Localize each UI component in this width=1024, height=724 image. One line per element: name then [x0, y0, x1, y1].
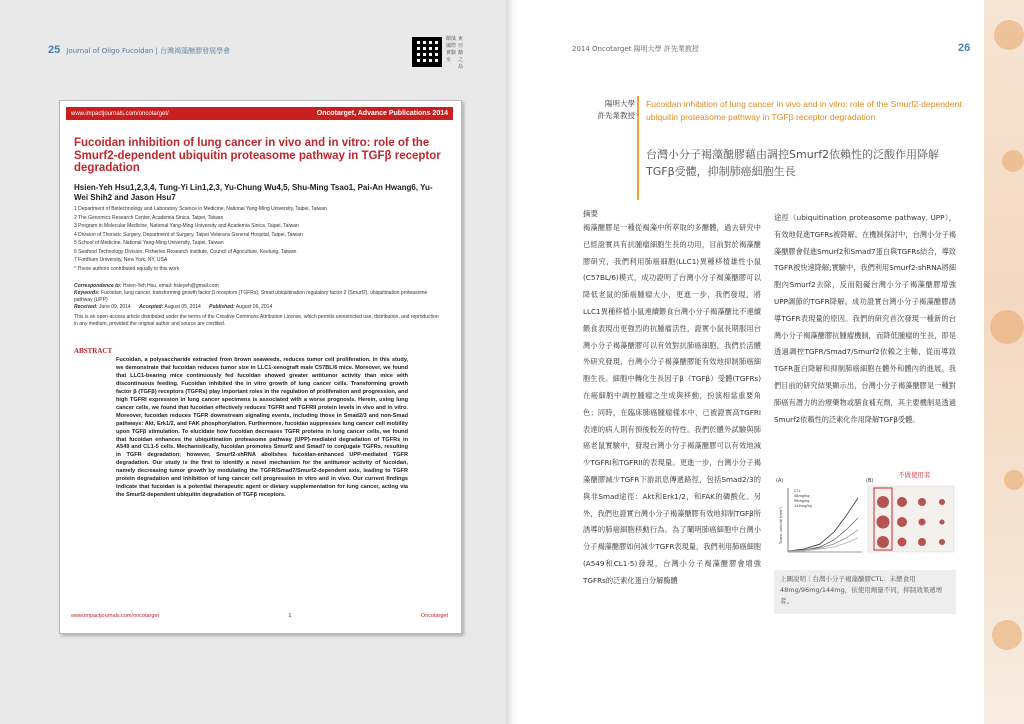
summary-column-2: 途徑（ubiquitination proteasome pathway, UPP），有效地促進TGFRs被降解。在機制探討中，台灣小分子褐藻醣膠會促進Smurf2和Smad7蛋白與TGFRs結合，導致TGFR被快速降解;實驗中，我們利用Smurf2-shRNA將細胞內Smurf2去除，反而阻礙台灣小分子褐藻醣膠增強UPP調節的TGFR降解。成功證實台灣小分子褐藻醣膠誘導TGFR表現量的原因。我們的研究首次發現一種新的台灣小分子褐藻醣膠抗腫瘤機制，而降低腫瘤的生長，即是透過調控TGFR/Smad7/Smurf2依賴之主軸，從而導致TGFR蛋白降解和抑制肺癌細胞在體外和體內的進展。我們目前的研究結果顯示出，台灣小分子褐藻醣膠是一種對肺癌有潛力的治療藥物或膳食補充劑，其主要機制是透過Smurf2依賴性的泛素化作用降解TGFβ受體。 — [774, 213, 956, 424]
legend-ctl: CTL — [794, 489, 801, 493]
book-spine-shadow — [506, 0, 518, 724]
qr-code-icon[interactable] — [412, 37, 442, 67]
english-title: Fucoidan inhibition of lung cancer in vivo and in vitro: role of the Smurf2-dependent ubiquitin proteasome pathway in TGFβ receptor degradation — [646, 99, 962, 122]
abstract-heading: ABSTRACT — [74, 347, 113, 355]
paper-title: Fucoidan inhibition of lung cancer in vivo and in vitro: role of the Smurf2-dependent ubiquitin proteasome pathway in TGFβ receptor degradation — [74, 137, 441, 174]
journal-label: Oncotarget, Advance Publications 2014 — [316, 110, 448, 117]
figure-legend — [794, 489, 812, 508]
title-divider — [637, 96, 639, 200]
left-page-number: 25 — [48, 44, 61, 56]
footer-url[interactable]: www.impactjournals.com/oncotarget — [71, 613, 160, 619]
author-block — [585, 98, 635, 122]
figure-caption: 上圖說明｜台灣小分子褐藻醣膠CTL：未餵食用48mg/96mg/144mg，依使用劑量不同，抑制效果遞增者。 — [774, 570, 956, 614]
correspondence-line: Correspondence to: Hsien-Yeh Hsu, email: hsleyeh@gmail.com — [74, 283, 219, 289]
right-running-header: 2014 Oncotarget 陽明大學 許先業教授 — [572, 45, 699, 53]
affiliation-line: 2 The Genomics Research Center, Academia Sinica, Taipei, Taiwan — [74, 214, 224, 221]
journal-url[interactable]: www.impactjournals.com/oncotarget/ — [71, 110, 169, 117]
decorative-orange-border — [984, 0, 1024, 724]
tumor-figure — [774, 472, 956, 568]
legend-96: 96mg/kg — [794, 499, 810, 503]
figure-panel-a-label: (A) — [776, 478, 784, 484]
affiliations — [74, 205, 442, 273]
figure-panel-b-label: (B) — [866, 478, 874, 484]
paper-authors: Hsien-Yeh Hsu1,2,3,4, Tung-Yi Lin1,2,3, Yu-Chung Wu4,5, Shu-Ming Tsao1, Pai-An Hwang6, Yu-Wei Shih2 and Jason Hsu7 — [74, 183, 433, 202]
affiliation-line: 4 Division of Thoracic Surgery, Department of Surgery, Taipei Veterans General Hospital, Taipei, Taiwan — [74, 231, 303, 238]
abstract-text: Fucoidan, a polysaccharide extracted from brown seaweeds, reduces tumor cell proliferation. In this study, we demonstrate that fucoidan reduces tumor size in LLC1-xenograft male C57BL/6 mice. Moreover, we found that LLC1-bearing mice continuously fed fucoidan showed greater antitumor activity than mice with discontinuous feeding. Fucoidan inhibited the in vitro growth of lung cancer cells. Transforming growth factor β (TGFβ) receptors (TGFRs) play important roles in the regulation of proliferation and progression, and high TGFRI expression in lung cancer specimens is associated with a worse prognosis. Herein, using lung cancer cells, we found that fucoidan effectively reduces TGFRI and TGFRII protein levels in vivo and in vitro. Moreover, fucoidan reduces TGFR downstream signaling events, including those in Smad2/3 and non-Smad pathways: Akt, Erk1/2, and FAK phosphorylation. Furthermore, fucoidan suppresses lung cancer cell mobility upon TGFβ stimulation. To elucidate how fucoidan decreases TGFR proteins in lung cancer cells, we found that fucoidan enhances the ubiquitination proteasome pathway (UPP)-mediated degradation of TGFRs in A549 and CL1-5 cells. Mechanistically, fucoidan promotes Smurf2 and Smad7 to conjugate TGFRs, resulting in TGFR degradation; however, Smurf2-shRNA abolishes fucoidan-enhanced UPP-mediated TGFR degradation. Our study is the first to identify a novel mechanism for the antitumor activity of fucoidan, namely decreasing tumor growth by modulating the TGFR/Smad7/Smurf2-dependent axis, leading to TGFR protein degradation and inhibition of lung cancer cell progression in vitro and in vivo. Our current findings indicate that fucoidan is a potential therapeutic agent or dietary supplementation for lung cancer, acting via the Smurf2-dependent ubiquitin degradation of TGFβ receptors. — [116, 357, 408, 499]
paper-metadata — [74, 283, 442, 328]
figure-series-96 — [788, 530, 858, 551]
left-header-text: Journal of Oligo Fucoidan | 台灣褐藻醣膠發展學會 — [66, 47, 231, 55]
license-text: This is an open-access article distributed under the terms of the Creative Commons Attribution License, which permits unrestricted use, distribution, and reproduction in any medium, provided the original author and source are credited. — [74, 314, 439, 327]
figure-series-48 — [788, 518, 858, 551]
affiliation-line: 5 School of Medicine, National Yang-Ming University, Taipei, Taiwan — [74, 240, 224, 246]
qr-side-text: 醣藻國際實驗室 — [446, 36, 457, 63]
author-name: 許先業教授 — [597, 111, 635, 120]
left-running-header — [48, 44, 230, 56]
author-affiliation: 陽明大學 — [605, 99, 635, 108]
affiliation-line: 1 Department of Biotechnology and Laboratory Science in Medicine, National Yang-Ming University, Taipei, Taiwan — [74, 206, 327, 212]
affiliation-line: 7 Fordham University, New York, NY, USA — [74, 257, 168, 263]
chinese-title: 台灣小分子褐藻醣膠藉由調控Smurf2依賴性的泛酸作用降解TGFβ受體，抑制肺癌細胞生長 — [646, 148, 940, 178]
keywords-line: Keywords: Fucoidan, lung cancer, transforming growth factor β receptors (TGFRs), Smad ubiquitination regulatory factor 2 (Smurf2), ubiquitination proteasome pathway (UPP) — [74, 290, 428, 303]
journal-banner — [66, 107, 453, 120]
summary-column-1: 褐藻醣膠是一種從褐藻中所萃取的多醣體，過去研究中已經證實具有抗腫瘤細胞生長的功用，目前對於褐藻醣膠研究，我們利用肺癌細胞(LLC1)異種移植雄性小鼠(C57BL/6)模式，成功證明了台灣小分子褐藻醣膠可以降低老鼠的肺癌腫瘤大小，更進一步，我們發現，將LLC1異種移植小鼠連續餵食台灣小分子褐藻醣比不連續餵食表現出更強烈的抗腫瘤活性，證實小鼠長期服用台灣小分子褐藻醣膠可以有效對抗肺癌細胞。我們於活體外研究發現，台灣小分子褐藻醣膠能有效地抑制肺癌細胞生長。細胞中轉化生長因子β（TGFβ）受體(TGFRs)在癌細胞中調控腫瘤之生成與移動，扮演相當重要角色；同時，在臨床肺癌腫瘤樣本中，已被證實高TGFRI表達的病人則有預後較差的特性。我們於體外試驗與肺癌老鼠實驗中，發現台灣小分子褐藻醣膠可以有效地減少TGFRI和TGFRII的表現量。更進一步，台灣小分子褐藻醣膠減少TGFR下游訊息傳遞路徑，包括Smad2/3的與非Smad途徑：Akt和Erk1/2，和FAK的磷酸化。另外，我們也證實台灣小分子褐藻醣膠有效地抑制TGFβ所誘導的肺癌細胞移動行為。為了闡明肺癌細胞中台灣小分子褐藻醣膠如何減少TGFR表現量，我們利用肺癌細胞(A549和CL1-5)發現，台灣小分子褐藻醣膠會增強TGFRs的泛素化蛋白分解酶體 — [583, 223, 761, 585]
affiliation-line: 3 Program in Molecular Medicine, National Yang-Ming University and Academia Sinica, Taipei, Taiwan — [74, 223, 299, 229]
affiliation-line: * These authors contributed equally to this work — [74, 265, 180, 272]
figure-series-144 — [788, 538, 858, 551]
qr-side-text-2: 東亞醣之島 — [458, 36, 464, 70]
paper-footer — [66, 613, 453, 619]
footer-journal: Oncotarget — [420, 613, 448, 619]
footer-page-number: 1 — [288, 613, 292, 619]
figure-highlight-label: 不做使用者 — [898, 471, 931, 479]
legend-48: 48mg/kg — [794, 494, 810, 498]
paper-first-page — [59, 100, 462, 634]
legend-144: 144mg/kg — [794, 504, 812, 508]
right-page-number: 26 — [958, 42, 971, 54]
figure-y-axis-label: Tumor volume (mm³) — [779, 507, 783, 544]
summary-heading: 摘要 — [583, 209, 598, 218]
affiliation-line: 6 Seafood Technology Division, Fisheries Research Institute, Council of Agriculture, Keelung, Taiwan — [74, 248, 297, 255]
dates-line: Received: June 09, 2014 Accepted: August 05, 2014 Published: August 06, 2014 — [74, 304, 273, 310]
